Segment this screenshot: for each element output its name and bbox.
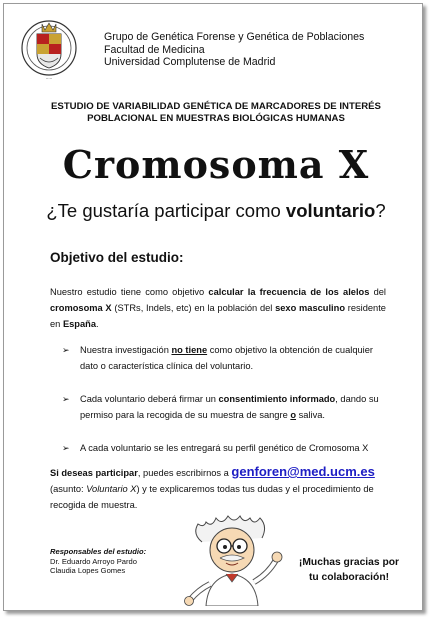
thanks-message (294, 555, 404, 585)
bullet-item (62, 391, 388, 423)
thanks-line-1: ¡Muchas gracias por (298, 557, 400, 568)
participate-subject: Voluntario X (86, 484, 137, 494)
responsible-label: Responsables del estudio: (50, 547, 147, 556)
question-mark: ? (375, 200, 386, 221)
objective-bold: cromosoma X (50, 303, 112, 313)
responsible-name: Claudia Lopes Gomes (50, 566, 126, 576)
responsible-block (50, 547, 146, 576)
participate-text: , puedes escribirnos a (137, 468, 232, 478)
objective-bold: España (62, 319, 97, 329)
professor-cartoon-icon (180, 512, 290, 606)
bullet-text: , dando su permiso para la recogida de su muestra de sangre (80, 394, 379, 420)
objective-text: Nuestro estudio tiene como objetivo (50, 287, 209, 297)
email-link[interactable]: genforen@med.ucm.es (231, 464, 375, 479)
bullet-text: Nuestra investigación (80, 345, 172, 355)
objective-paragraph (50, 284, 386, 332)
question-bold: voluntario (285, 200, 376, 221)
bullet-underline: no tiene (171, 345, 208, 355)
document-page (3, 3, 423, 611)
participate-paragraph (50, 464, 390, 513)
institution-line-1: Grupo de Genética Forense y Genética de Poblaciones (104, 31, 365, 43)
volunteer-question (4, 200, 428, 222)
question-text: ¿Te gustaría participar como (46, 200, 286, 221)
bullet-underline: o (290, 410, 297, 420)
objective-text: residente en (50, 303, 386, 329)
participate-text: ) y te explicaremos todas tus dudas y el procedimiento de recogida de muestra. (50, 484, 374, 510)
study-heading (4, 101, 428, 125)
arrow-bullet-icon: ➢ (62, 394, 70, 404)
responsible-name: Dr. Eduardo Arroyo Pardo (50, 556, 137, 566)
bullet-text: Cada voluntario deberá firmar un (80, 394, 219, 404)
study-heading-line-2: POBLACIONAL EN MUESTRAS BIOLÓGICAS HUMANAS (87, 113, 345, 124)
objective-text: . (96, 319, 99, 329)
arrow-bullet-icon: ➢ (62, 443, 70, 453)
participate-bold: Si deseas participar (50, 468, 138, 478)
bullet-text: saliva. (296, 410, 325, 420)
page-title: Cromosoma X (62, 142, 370, 187)
institution-header (104, 31, 364, 69)
objective-bold: sexo masculino (275, 303, 345, 313)
thanks-line-2: tu colaboración! (308, 572, 390, 583)
objective-bold: calcular la frecuencia de los alelos (208, 287, 370, 297)
institution-line-3: Universidad Complutense de Madrid (104, 56, 276, 68)
bullet-item (62, 342, 388, 374)
university-seal-icon (20, 12, 78, 84)
objective-text: (STRs, Indels, etc) en la población del (111, 303, 276, 313)
study-heading-line-1: ESTUDIO DE VARIABILIDAD GENÉTICA DE MARCADORES DE INTERÉS (51, 101, 381, 112)
bullet-bold: consentimiento informado (218, 394, 336, 404)
svg-text:·····: ····· (45, 76, 53, 81)
participate-text: (asunto: (50, 484, 87, 494)
bullet-item (62, 440, 388, 456)
objective-text: del (369, 287, 386, 297)
objective-heading: Objetivo del estudio: (50, 250, 184, 265)
arrow-bullet-icon: ➢ (62, 345, 70, 355)
bullet-text: como objetivo la obtención de cualquier dato o característica clínica del voluntario. (80, 345, 374, 371)
bullet-text: A cada voluntario se les entregará su perfil genético de Cromosoma X (80, 443, 369, 453)
institution-line-2: Facultad de Medicina (104, 43, 205, 56)
